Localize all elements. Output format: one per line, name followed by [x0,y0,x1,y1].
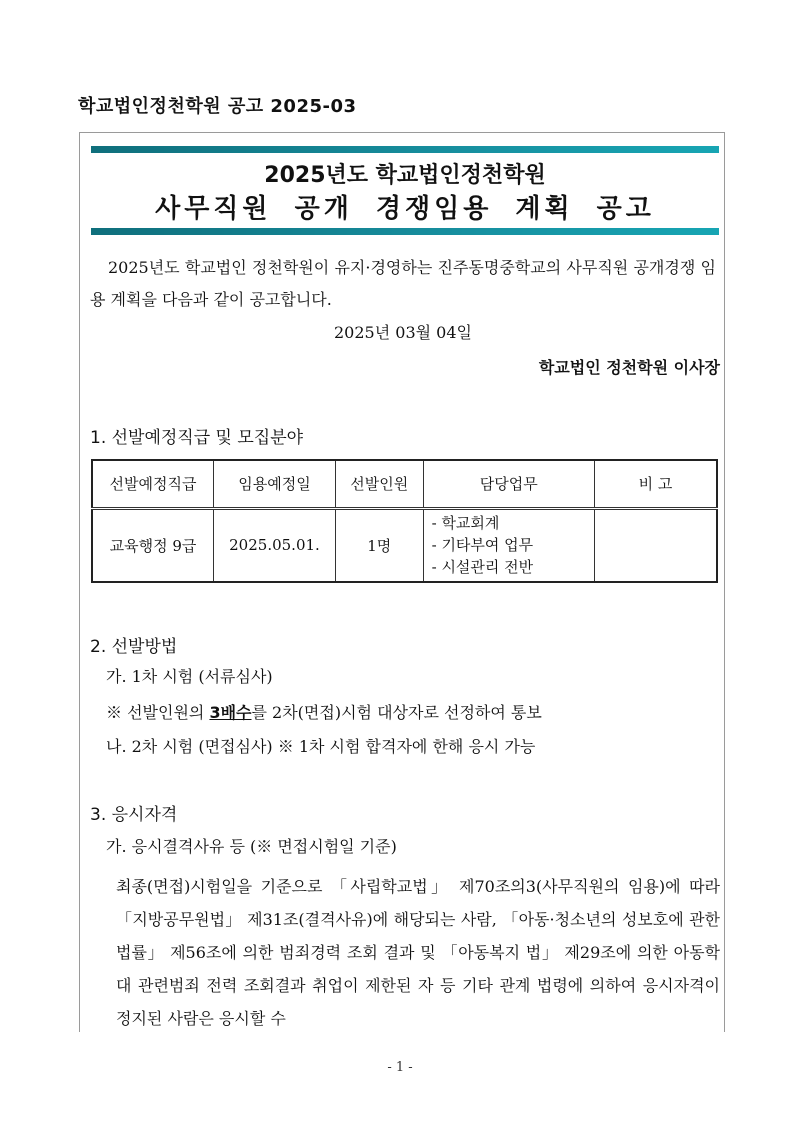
section-2-note [106,700,542,723]
duties-cell [423,508,594,582]
note-prefix: ※ 선발인원의 [106,703,210,722]
duty-item: - 시설관리 전반 [431,558,534,577]
notice-date: 2025년 03월 04일 [334,323,472,342]
note-cell [594,508,717,582]
title-top-bar [91,146,719,153]
table-header-cell: 임용예정일 [214,460,336,508]
section-2-title: 2. 선발방법 [90,637,178,657]
title-line-2: 사무직원 공개 경쟁임용 계획 공고 [155,194,655,224]
title-box [91,146,719,236]
headcount-cell: 1명 [335,508,423,582]
note-emphasis: 3배수 [209,703,252,722]
recruitment-table [91,459,718,583]
duty-item: - 학교회계 [431,514,500,533]
table-header-cell: 선발예정직급 [92,460,214,508]
grade-cell: 교육행정 9급 [92,508,214,582]
table-header-row [92,460,717,508]
table-header-cell: 선발인원 [335,460,423,508]
section-2-item-a: 가. 1차 시험 (서류심사) [106,667,273,686]
note-suffix: 를 2차(면접)시험 대상자로 선정하여 통보 [251,703,542,722]
section-2-item-b: 나. 2차 시험 (면접심사) ※ 1차 시험 합격자에 한해 응시 가능 [106,737,536,756]
notice-number: 학교법인정천학원 공고 2025-03 [78,96,357,117]
intro-paragraph: 2025년도 학교법인 정천학원이 유지·경영하는 진주동명중학교의 사무직원 공개경쟁 임용 계획을 다음과 같이 공고합니다. [90,258,716,309]
title-bottom-bar [91,228,719,235]
section-3-paragraph: 최종(면접)시험일을 기준으로 「사립학교법」 제70조의3(사무직원의 임용)에 따라「지방공무원법」 제31조(결격사유)에 해당되는 사람, 「아동·청소년의 성보호에 관한 법률」 제56조에 의한 범죄경력 조회 결과 및 「아동복지 법」 제29조에 의한 아동학대 관련범죄 전력 조회결과 취업이 제한된 자 등 기타 관계 법령에 의하여 응시자격이 정지된 사람은 응시할 수 [116,877,720,1028]
section-3-title: 3. 응시자격 [90,805,178,825]
signature: 학교법인 정천학원 이사장 [538,358,720,377]
table-header-cell: 비 고 [594,460,717,508]
table-header-cell: 담당업무 [423,460,594,508]
title-line-1: 2025년도 학교법인정천학원 [264,163,546,188]
section-1-title: 1. 선발예정직급 및 모집분야 [90,428,304,448]
duty-item: - 기타부여 업무 [431,536,534,555]
table-row [92,508,717,582]
appointment-date-cell: 2025.05.01. [214,508,336,582]
page-number: - 1 - [387,1060,413,1075]
section-3-item-a: 가. 응시결격사유 등 (※ 면접시험일 기준) [106,837,397,856]
